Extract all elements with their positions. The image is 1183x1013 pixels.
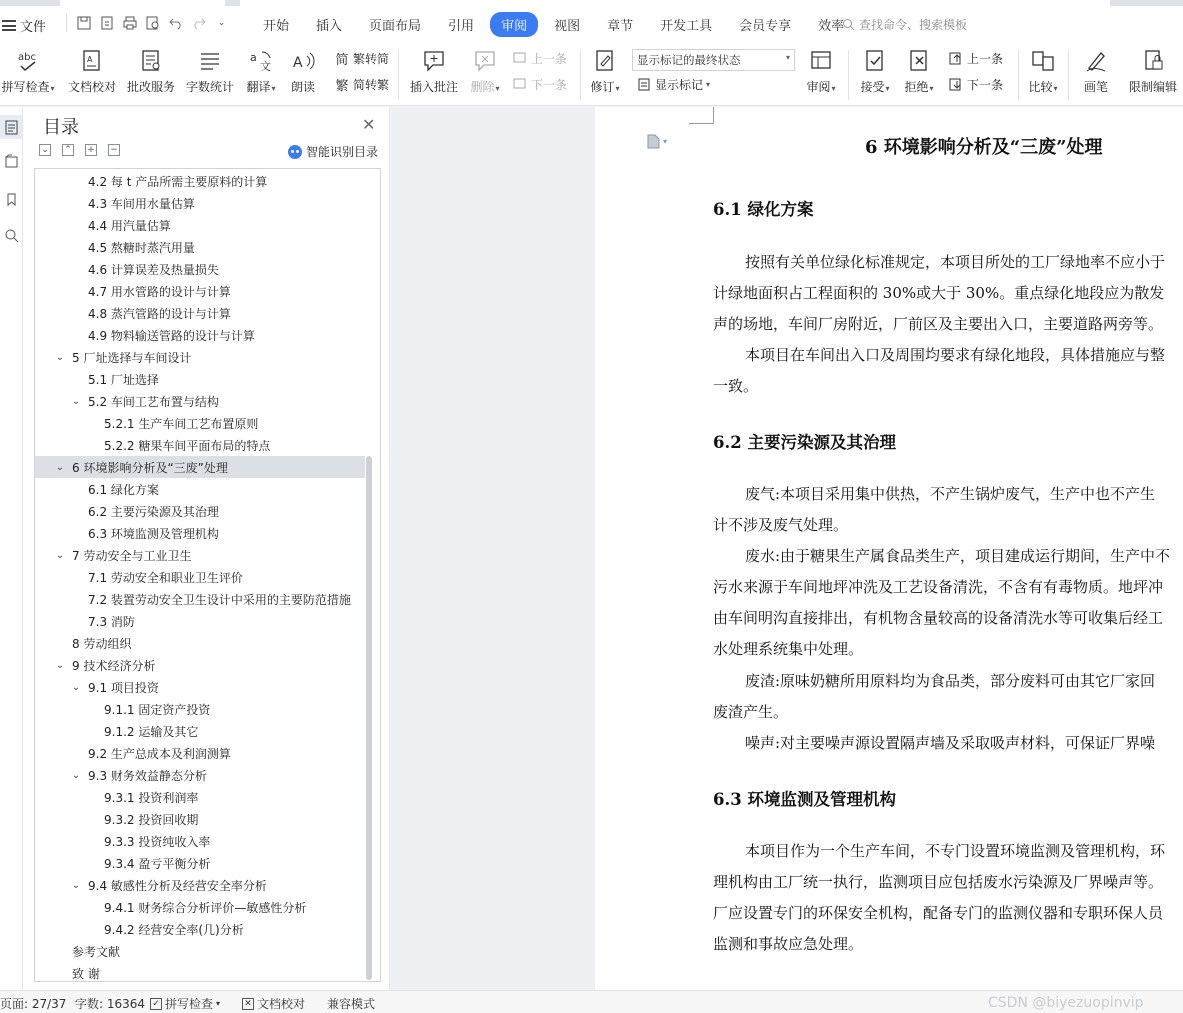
chapter-nav-icon[interactable] <box>0 149 22 173</box>
toc-item-label: 致 谢 <box>72 966 100 981</box>
compare-label: 比较 <box>1028 80 1053 94</box>
toc-item[interactable] <box>35 258 365 280</box>
toc-item-label: 7.3 消防 <box>88 614 135 629</box>
chevron-down-icon[interactable]: ⌄ <box>71 681 81 693</box>
search-placeholder: 查找命令、搜索模板 <box>859 18 968 32</box>
insert-comment-icon <box>419 46 449 76</box>
word-count-label: 字数统计 <box>185 80 234 94</box>
next-change-icon <box>948 77 964 93</box>
paragraph-line: 声的场地，车间厂房附近，厂前区及主要出入口，主要道路两旁等。 <box>713 315 1164 333</box>
remove-heading-icon[interactable]: − <box>108 144 120 156</box>
toc-item[interactable] <box>35 874 365 896</box>
toc-item-label: 4.9 物料输送管路的设计与计算 <box>88 328 255 343</box>
toc-controls <box>39 144 120 156</box>
toc-item-label: 参考文献 <box>72 944 121 959</box>
prev-comment-button[interactable] <box>512 50 567 67</box>
toc-item[interactable] <box>35 830 365 852</box>
review-ribbon <box>0 44 1183 106</box>
ink-label: 画笔 <box>1083 80 1108 94</box>
document-page[interactable] <box>595 107 1183 990</box>
read-aloud-icon <box>288 46 318 76</box>
search-icon[interactable] <box>0 223 22 247</box>
chevron-down-icon[interactable]: ⌄ <box>71 879 81 891</box>
toc-item-label: 8 劳动组织 <box>72 636 132 651</box>
toc-item[interactable] <box>35 324 365 346</box>
toc-item-label: 9.1.1 固定资产投资 <box>104 702 211 717</box>
paragraph-line: 废气:本项目采用集中供热，不产生锅炉废气，生产中也不产生 <box>745 485 1156 503</box>
toc-item[interactable] <box>35 390 365 412</box>
delete-comment-button[interactable]: 删除▾ <box>466 46 504 95</box>
smart-toc-label: 智能识别目录 <box>306 145 379 159</box>
reject-icon <box>904 46 934 76</box>
doc-check-status-icon: ✕ <box>242 998 254 1010</box>
tab-member[interactable]: 会员专享 <box>739 19 792 34</box>
toc-item[interactable] <box>35 962 365 981</box>
document-tab-active[interactable] <box>240 0 1110 6</box>
svg-text:文: 文 <box>260 60 271 73</box>
insert-comment-label: 插入批注 <box>409 80 458 94</box>
word-count-indicator[interactable] <box>75 995 145 1012</box>
chevron-down-icon[interactable]: ⌄ <box>55 659 65 671</box>
lock-icon <box>1138 46 1168 76</box>
page-indicator[interactable] <box>0 995 66 1012</box>
export-pdf-icon[interactable] <box>98 15 115 32</box>
toc-item-label: 7 劳动安全与工业卫生 <box>72 548 192 563</box>
next-comment-label: 下一条 <box>531 78 568 92</box>
toc-item[interactable] <box>35 610 365 632</box>
toc-item[interactable] <box>35 566 365 588</box>
tab-home[interactable]: 开始 <box>263 19 290 34</box>
window-tab-strip <box>0 0 1183 6</box>
command-search[interactable] <box>842 16 967 33</box>
toc-item[interactable] <box>35 676 365 698</box>
doc-check-icon <box>77 46 107 76</box>
chevron-down-icon[interactable]: ⌄ <box>55 549 65 561</box>
toc-item-label: 9.1.2 运输及其它 <box>104 724 199 739</box>
chevron-down-icon[interactable]: ⌄ <box>71 395 81 407</box>
paragraph-line: 本项目作为一个生产车间，不专门设置环境监测及管理机构，环 <box>745 842 1166 860</box>
paragraph-line: 废水:由于糖果生产属食品类生产，项目建成运行期间，生产中不 <box>745 547 1171 565</box>
chevron-down-icon: ▾ <box>663 137 668 146</box>
margin-marker <box>713 107 714 123</box>
read-aloud-label: 朗读 <box>290 80 315 94</box>
toc-item-label: 4.6 计算误差及热量损失 <box>88 262 219 277</box>
svg-text:abc: abc <box>18 52 36 63</box>
toc-item-label: 7.2 装置劳动安全卫生设计中采用的主要防范措施 <box>88 592 351 607</box>
accept-label: 接受 <box>860 80 885 94</box>
svg-text:A: A <box>293 55 303 71</box>
toc-item-label: 9 技术经济分析 <box>72 658 156 673</box>
accept-icon <box>860 46 890 76</box>
paragraph-line: 计绿地面积占工程面积的 30%或大于 30%。重点绿化地段应为散发 <box>713 284 1165 302</box>
delete-comment-icon <box>470 46 500 76</box>
tab-section[interactable]: 章节 <box>607 19 634 34</box>
prev-change-label: 上一条 <box>967 52 1004 66</box>
track-changes-button[interactable]: 修订▾ <box>585 46 625 95</box>
toc-item[interactable] <box>35 302 365 324</box>
restrict-edit-button[interactable] <box>1126 46 1180 95</box>
paragraph-line: 由车间明沟直接排出，有机物含量较高的设备清洗水等可收集后经工 <box>713 609 1164 627</box>
chevron-down-icon[interactable]: ⌄ <box>55 351 65 363</box>
prev-comment-label: 上一条 <box>531 52 568 66</box>
translate-button[interactable]: a 文 翻译▾ <box>242 46 280 95</box>
check-icon: ✓ <box>150 998 162 1010</box>
track-changes-label: 修订 <box>590 80 615 94</box>
toc-pane <box>23 107 390 990</box>
toc-item-label: 5.2 车间工艺布置与结构 <box>88 394 219 409</box>
svg-text:a: a <box>250 51 257 64</box>
trad-to-simp-button[interactable] <box>334 50 389 67</box>
markup-state-select[interactable] <box>632 49 795 71</box>
toc-item-label: 6 环境影响分析及“三废”处理 <box>72 460 228 475</box>
compare-icon <box>1028 46 1058 76</box>
paragraph-line: 一致。 <box>713 377 759 395</box>
print-preview-icon[interactable] <box>144 15 161 32</box>
toc-item-label: 5.2.1 生产车间工艺布置原则 <box>104 416 259 431</box>
annotate-service-icon <box>136 46 166 76</box>
paragraph-line: 按照有关单位绿化标准规定，本项目所处的工厂绿地率不应小于 <box>745 253 1166 271</box>
toc-title: 目录 <box>43 117 79 138</box>
toc-item[interactable] <box>35 170 365 192</box>
toc-item[interactable] <box>35 588 365 610</box>
undo-icon[interactable] <box>167 15 184 32</box>
separator <box>1018 50 1019 100</box>
tab-view[interactable]: 视图 <box>554 19 581 34</box>
toc-item-label: 4.3 车间用水量估算 <box>88 196 195 211</box>
reject-label: 拒绝 <box>904 80 929 94</box>
toc-item-label: 4.2 每 t 产品所需主要原料的计算 <box>88 174 268 189</box>
toc-item-label: 5.2.2 糖果车间平面布局的特点 <box>104 438 271 453</box>
tab-page-layout[interactable]: 页面布局 <box>369 19 422 34</box>
toc-scrollbar[interactable] <box>366 456 372 980</box>
word-count-button[interactable] <box>184 46 236 95</box>
track-changes-icon <box>590 46 620 76</box>
prev-comment-icon <box>512 51 528 67</box>
toc-item-label: 9.3 财务效益静态分析 <box>88 768 207 783</box>
expand-all-icon[interactable]: ⌄ <box>39 144 51 156</box>
simp-to-trad-button[interactable] <box>334 76 389 93</box>
toc-item-label: 9.2 生产总成本及利润测算 <box>88 746 231 761</box>
accept-button[interactable]: 接受▾ <box>856 46 894 95</box>
toc-item-label: 9.3.4 盈亏平衡分析 <box>104 856 211 871</box>
paragraph-line: 水处理系统集中处理。 <box>713 640 864 658</box>
file-menu[interactable] <box>2 16 46 35</box>
chevron-down-icon[interactable]: ⌄ <box>55 461 65 473</box>
delete-label: 删除 <box>470 80 495 94</box>
chevron-down-icon: ▾ <box>216 999 221 1008</box>
simp-to-trad-label: 简转繁 <box>353 78 390 92</box>
toc-item-label: 4.5 熬糖时蒸汽用量 <box>88 240 195 255</box>
bookmark-icon[interactable] <box>0 187 22 211</box>
doc-check-label: 文档校对 <box>67 80 116 94</box>
document-icon <box>647 134 660 149</box>
section-heading: 6.2 主要污染源及其治理 <box>713 433 896 452</box>
toc-item[interactable] <box>35 632 365 654</box>
toc-item[interactable] <box>35 280 365 302</box>
toc-item[interactable] <box>35 764 365 786</box>
toc-item[interactable] <box>35 214 365 236</box>
paragraph-menu[interactable] <box>647 134 667 149</box>
toc-panel-icon[interactable] <box>0 115 22 139</box>
separator <box>580 50 581 100</box>
toc-item[interactable] <box>35 522 365 544</box>
search-icon <box>842 18 855 31</box>
next-comment-icon <box>512 77 528 93</box>
margin-marker <box>689 123 714 124</box>
prev-change-icon <box>948 51 964 67</box>
spell-check-icon <box>13 46 43 76</box>
trad-to-simp-label: 繁转简 <box>353 52 390 66</box>
next-comment-button[interactable] <box>512 76 567 93</box>
separator <box>1068 50 1069 100</box>
paragraph-line: 计不涉及废气处理。 <box>713 516 849 534</box>
paragraph-line: 废渣:原味奶糖所用原料均为食品类，部分废料可由其它厂家回 <box>745 672 1156 690</box>
markup-state-value: 显示标记的最终状态 <box>637 53 741 67</box>
paragraph-line: 理机构由工厂统一执行，监测项目应包括废水污染源及厂界噪声等。 <box>713 873 1164 891</box>
section-heading: 6.3 环境监测及管理机构 <box>713 790 896 809</box>
toc-item[interactable] <box>35 720 365 742</box>
restrict-edit-label: 限制编辑 <box>1128 80 1177 94</box>
ink-button[interactable] <box>1078 46 1114 95</box>
toc-item-label: 4.7 用水管路的设计与计算 <box>88 284 231 299</box>
toc-item-label: 9.1 项目投资 <box>88 680 159 695</box>
add-heading-icon[interactable]: + <box>85 144 97 156</box>
toc-item-label: 9.3.2 投资回收期 <box>104 812 199 827</box>
toc-item-label: 9.4 敏感性分析及经营安全率分析 <box>88 878 267 893</box>
next-change-label: 下一条 <box>967 78 1004 92</box>
review-pane-button[interactable]: 审阅▾ <box>802 46 840 95</box>
doc-check-button[interactable] <box>66 46 118 95</box>
document-area <box>391 107 1183 990</box>
word-count-value: 字数: 16364 <box>75 997 146 1011</box>
chevron-down-icon[interactable]: ⌄ <box>71 769 81 781</box>
tab-developer[interactable]: 开发工具 <box>660 19 713 34</box>
redo-icon[interactable] <box>190 15 207 32</box>
toc-item[interactable] <box>35 786 365 808</box>
side-tool-strip <box>0 107 23 990</box>
file-menu-label: 文件 <box>20 20 47 35</box>
print-icon[interactable] <box>121 15 138 32</box>
toc-item[interactable] <box>35 808 365 830</box>
next-change-button[interactable] <box>948 76 1003 93</box>
spell-check-button[interactable]: abc 拼写检查▾ <box>0 46 56 95</box>
show-markup-icon <box>636 77 652 93</box>
separator <box>66 14 67 32</box>
show-markup-button[interactable]: 显示标记 ▾ <box>636 76 710 93</box>
menu-bar <box>0 0 1183 44</box>
doc-check-status-label: 文档校对 <box>257 997 306 1011</box>
tab-review[interactable]: 审阅 <box>490 12 538 37</box>
reject-button[interactable]: 拒绝▾ <box>900 46 938 95</box>
toc-item[interactable] <box>35 742 365 764</box>
annotate-service-button[interactable] <box>125 46 177 95</box>
paragraph-line: 污水来源于车间地坪冲洗及工艺设备清洗，不含有有毒物质。地坪冲 <box>713 578 1164 596</box>
section-heading: 6.1 绿化方案 <box>713 200 814 219</box>
paragraph-line: 噪声:对主要噪声源设置隔声墙及采取吸声材料，可保证厂界噪 <box>745 734 1156 752</box>
paragraph-line: 废渣产生。 <box>713 703 789 721</box>
separator <box>398 50 399 100</box>
toc-item[interactable] <box>35 918 365 940</box>
tab-insert[interactable]: 插入 <box>316 19 343 34</box>
toc-item[interactable] <box>35 940 365 962</box>
insert-comment-button[interactable] <box>408 46 460 95</box>
prev-change-button[interactable] <box>948 50 1003 67</box>
paragraph-line: 本项目在车间出入口及周围均要求有绿化地段，具体措施应与整 <box>745 346 1166 364</box>
watermark: CSDN @biyezuopinvip <box>988 995 1144 1011</box>
toc-item-label: 5.1 厂址选择 <box>88 372 159 387</box>
read-aloud-button[interactable] <box>286 46 320 95</box>
toc-item-label: 9.4.2 经营安全率(几)分析 <box>104 922 244 937</box>
quick-access-toolbar <box>64 14 230 32</box>
paragraph-line: 厂应设置专门的环保安全机构，配备专门的监测仪器和专职环保人员 <box>713 904 1164 922</box>
toc-item[interactable] <box>35 368 365 390</box>
toc-item[interactable] <box>35 346 365 368</box>
toc-item[interactable] <box>35 852 365 874</box>
toc-item[interactable] <box>35 896 365 918</box>
toc-item[interactable] <box>35 434 365 456</box>
toc-item-label: 9.3.1 投资利润率 <box>104 790 199 805</box>
toc-item[interactable] <box>35 544 365 566</box>
smart-toc-button[interactable] <box>288 143 378 160</box>
toc-item-label: 4.8 蒸汽管路的设计与计算 <box>88 306 231 321</box>
spell-check-toggle[interactable] <box>150 995 220 1012</box>
toc-item-label: 6.1 绿化方案 <box>88 482 159 497</box>
toc-item[interactable] <box>35 236 365 258</box>
collapse-all-icon[interactable]: ⌃ <box>62 144 74 156</box>
review-pane-icon <box>806 46 836 76</box>
toc-item-label: 6.3 环境监测及管理机构 <box>88 526 219 541</box>
toc-item[interactable] <box>35 478 365 500</box>
menu-tabs <box>252 12 860 37</box>
robot-icon <box>288 145 302 159</box>
compat-mode <box>327 995 375 1012</box>
toc-item-label: 9.4.1 财务综合分析评价—敏感性分析 <box>104 900 307 915</box>
simp-trad-icon: 繁 <box>335 79 349 94</box>
close-icon[interactable]: ✕ <box>362 115 376 134</box>
toc-item-label: 7.1 劳动安全和职业卫生评价 <box>88 570 243 585</box>
chevron-down-icon[interactable]: ⌄ <box>217 18 226 28</box>
word-count-icon <box>195 46 225 76</box>
toc-list <box>35 169 365 981</box>
translate-label: 翻译 <box>246 80 271 94</box>
toc-item-label: 5 厂址选择与车间设计 <box>72 350 192 365</box>
pen-icon <box>1081 46 1111 76</box>
toc-item[interactable] <box>35 698 365 720</box>
document-tab[interactable] <box>60 0 225 6</box>
tab-references[interactable]: 引用 <box>448 19 475 34</box>
toc-item[interactable] <box>35 654 365 676</box>
spell-check-status-label: 拼写检查 <box>165 997 214 1011</box>
chapter-heading: 6 环境影响分析及“三废”处理 <box>865 137 1103 158</box>
trad-simp-icon: 简 <box>335 53 349 68</box>
chevron-down-icon: ▾ <box>785 53 790 62</box>
separator <box>848 50 849 100</box>
annotate-service-label: 批改服务 <box>126 80 175 94</box>
page-indicator-label: 页面: 27/37 <box>0 997 67 1011</box>
svg-text:A: A <box>87 55 93 64</box>
toc-item[interactable] <box>35 456 365 478</box>
review-pane-label: 审阅 <box>806 80 831 94</box>
toc-item-label: 9.3.3 投资纯收入率 <box>104 834 211 849</box>
compare-button[interactable]: 比较▾ <box>1024 46 1062 95</box>
paragraph-line: 监测和事故应急处理。 <box>713 935 864 953</box>
toc-item-label: 6.2 主要污染源及其治理 <box>88 504 219 519</box>
toc-item[interactable] <box>35 192 365 214</box>
toc-item-label: 4.4 用汽量估算 <box>88 218 171 233</box>
show-markup-label: 显示标记 <box>655 78 704 92</box>
toc-item[interactable] <box>35 412 365 434</box>
spell-check-label: 拼写检查 <box>1 80 50 94</box>
translate-icon <box>246 46 276 76</box>
toc-item[interactable] <box>35 500 365 522</box>
tab-efficiency[interactable]: 效率 <box>818 19 845 34</box>
hamburger-icon <box>2 20 16 31</box>
save-icon[interactable] <box>75 15 92 32</box>
doc-check-status[interactable] <box>242 995 305 1012</box>
compat-mode-label: 兼容模式 <box>327 997 376 1011</box>
